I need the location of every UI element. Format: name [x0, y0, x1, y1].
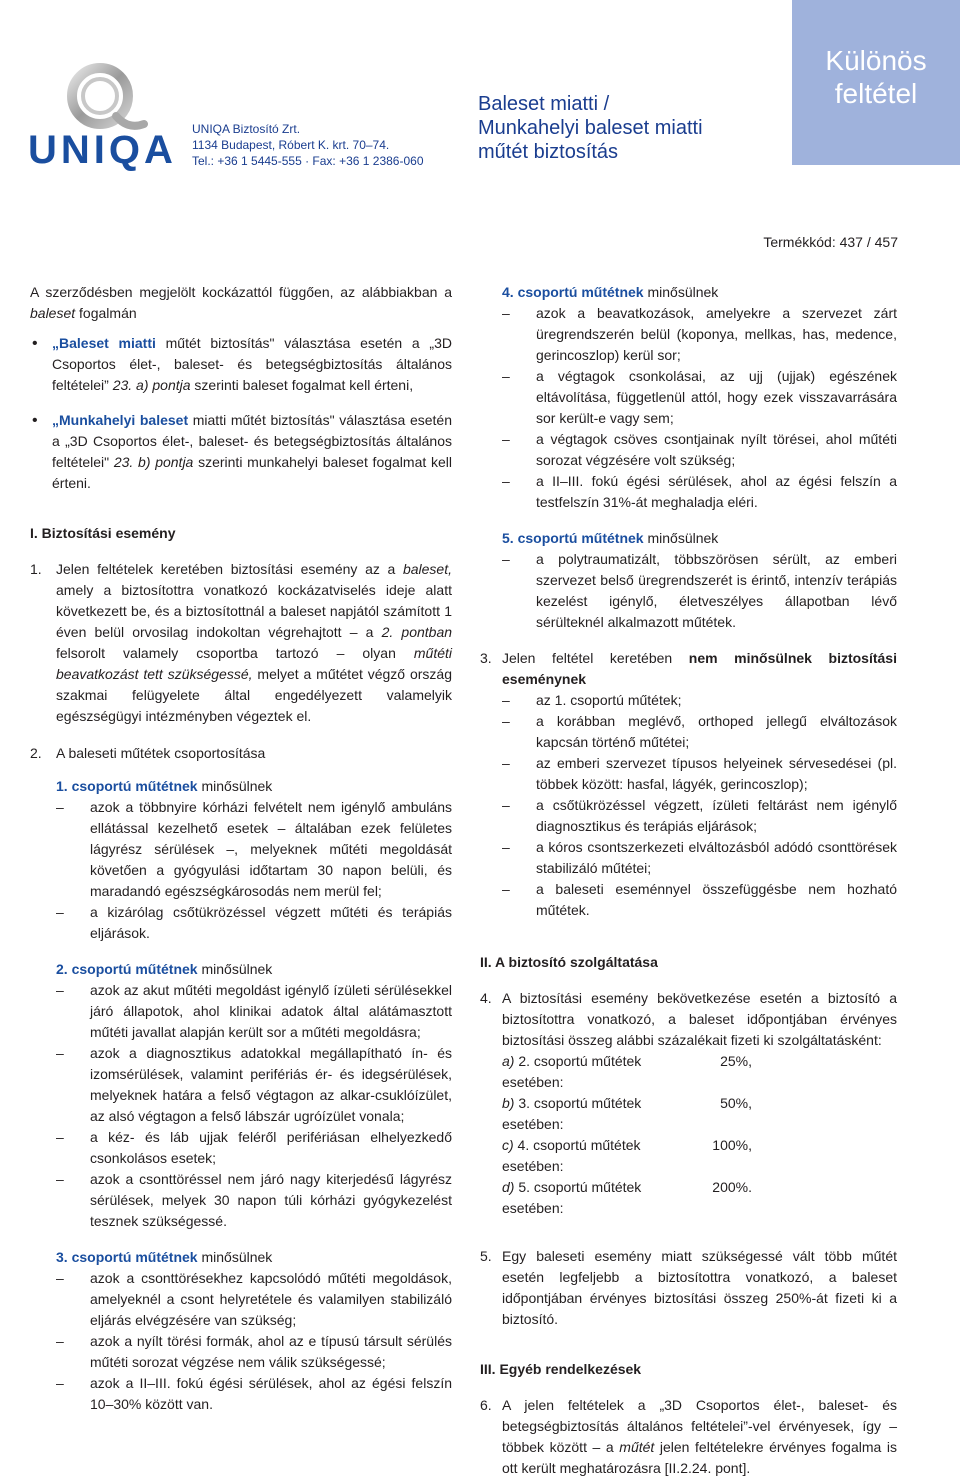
title-line-3: műtét biztosítás: [478, 141, 619, 163]
group-1-title: [56, 776, 452, 797]
group-1: [30, 776, 452, 944]
group-1-item: – a kizárólag csőtükrözéssel végzett műtéti és terápiás eljárások.: [56, 902, 452, 944]
paragraph-1-number: 1.: [30, 561, 42, 577]
exclusion-item: – a korábban meglévő, orthoped jellegű elváltozások kapcsán történő műtétei;: [502, 711, 897, 753]
exclusion-item: – az 1. csoportú műtétek;: [502, 690, 897, 711]
product-code: Termékkód: 437 / 457: [763, 234, 898, 250]
bullet-baleset: [30, 333, 452, 396]
payout-row: [502, 1051, 897, 1093]
payout-letter: d): [502, 1179, 515, 1195]
exclusion-list: [480, 690, 897, 921]
group-4: [480, 282, 897, 513]
p1-ref: 2. pontban: [381, 624, 453, 640]
p1-text-a: Jelen feltételek keretében biztosítási esemény az a: [56, 561, 403, 577]
paragraph-5-number: 5.: [480, 1248, 492, 1264]
paragraph-3: [480, 648, 897, 690]
group-3-label: 3. csoportú műtétnek: [56, 1249, 198, 1265]
bullet-munkahelyi-end: szerinti munkahelyi baleset fogalmat kell érteni.: [52, 454, 452, 491]
payout-row: [502, 1177, 897, 1219]
bullet-baleset-text: műtét biztosítás" választása esetén a „3D Csoportos élet-, baleset- és betegségbiztosítás általános feltételei”: [52, 335, 452, 393]
section-2-heading: II. A biztosító szolgáltatása: [480, 954, 658, 970]
company-info: [192, 121, 424, 169]
group-5-label: 5. csoportú műtétnek: [502, 530, 644, 546]
group-4-item: – a végtagok csonkolásai, az ujj (ujjak) egészének eltávolítása, függetlenül attól, hogy ezek visszavarrására sor került-e vagy sem;: [502, 366, 897, 429]
group-3-title: [56, 1247, 452, 1268]
p3-emphasis: nem minősülnek biztosítási eseménynek: [502, 650, 897, 687]
group-5: [480, 528, 897, 633]
group-2: [30, 959, 452, 1232]
group-4-item: – a II–III. fokú égési sérülések, ahol az égési felszín a testfelszín 31%-át meghaladja eléri.: [502, 471, 897, 513]
payout-table: [480, 1051, 897, 1219]
group-2-item: – azok a csonttöréssel nem járó nagy kiterjedésű lágyrész sérülések, melyek 30 napon túli kórházi gyógykezelést tesznek szükségessé.: [56, 1169, 452, 1232]
intro-text: A szerződésben megjelölt kockázattól függően, az alábbiakban a: [30, 284, 452, 300]
group-2-item: – a kéz- és láb ujjak feléről perifériásan elhelyezkedő csonkolásos esetek;: [56, 1127, 452, 1169]
condition-type-box: [792, 0, 960, 165]
logo-wordmark: UNIQA: [28, 128, 177, 172]
group-3-item: – azok a nyílt törési formák, ahol az e típusú társult sérülés műtéti sorozat végzése nem válik szükségessé;: [56, 1331, 452, 1373]
p1-term-baleset: baleset,: [402, 561, 452, 577]
p6-term: műtét: [619, 1439, 655, 1455]
group-4-label: 4. csoportú műtétnek: [502, 284, 644, 300]
group-4-item: – azok a beavatkozások, amelyekre a szervezet zárt üregrendszerén belül (koponya, mellkas, has, medence, gerincoszlop) kerül sor;: [502, 303, 897, 366]
section-1-heading: I. Biztosítási esemény: [30, 525, 176, 541]
document-title: [478, 92, 703, 164]
exclusion-item: – a baleseti eseménnyel összefüggésbe nem hozható műtétek.: [502, 879, 897, 921]
group-2-label: 2. csoportú műtétnek: [56, 961, 198, 977]
group-1-item: – azok a többnyire kórházi felvételt nem igénylő ambuláns ellátással kezelhető esetek – általában ezek felületes lágyrész sérülések –, melyeknek műtéti megoldását követően a gyógyulási időtartam 30 napon belüli, és maradandó egészségkárosodás nem merül fel;: [56, 797, 452, 902]
paragraph-3-number: 3.: [480, 650, 492, 666]
p1-text-c: amely a biztosítottra vonatkozó kockázatviselés ideje alatt következett be, és a biztosítottnál a baleset napjától számított 1 éven belül orvosilag indokoltan végrehajtott – a: [56, 582, 452, 640]
group-4-suffix: minősülnek: [643, 284, 719, 300]
paragraph-1: [30, 559, 452, 727]
group-3: [30, 1247, 452, 1415]
group-5-suffix: minősülnek: [643, 530, 719, 546]
paragraph-2-heading: [30, 743, 452, 764]
payout-letter: b): [502, 1095, 515, 1111]
group-4-item: – a végtagok csöves csontjainak nyílt törései, ahol műtéti sorozat végzésére volt szükség;: [502, 429, 897, 471]
section-3-heading: III. Egyéb rendelkezések: [480, 1361, 642, 1377]
group-2-item: – azok a diagnosztikus adatokkal megállapítható ín- és izomsérülések, valamint perifériás ér- és idegsérülések, melyeknek határa a felső végtagon az alkar-csuklóízület, az alsó végtagon a felső lábszár ugróízület vonala;: [56, 1043, 452, 1127]
bullet-baleset-term: „Baleset miatti: [52, 335, 156, 351]
p4-text: A biztosítási esemény bekövetkezése esetén a biztosító a biztosítottra vonatkozó, a baleset időpontjában érvényes biztosítási összeg alábbi százalékait fizeti ki szolgáltatásként:: [502, 990, 897, 1048]
group-3-item: – azok a II–III. fokú égési sérülések, ahol az égési felszín 10–30% között van.: [56, 1373, 452, 1415]
p5-text: Egy baleseti esemény miatt szükségessé vált több műtét esetén legfeljebb a biztosítottra vonatkozó, a baleset időpontjában érvényes biztosítási összeg 250%-át fizeti ki a biztosító.: [502, 1248, 897, 1327]
right-column: [480, 282, 897, 1479]
payout-letter: c): [502, 1137, 514, 1153]
intro-text-end: fogalmán: [75, 305, 137, 321]
company-name: UNIQA Biztosító Zrt.: [192, 122, 301, 136]
payout-value: 100%,: [712, 1137, 752, 1153]
bullet-munkahelyi-term: „Munkahelyi baleset: [52, 412, 189, 428]
group-1-label: 1. csoportú műtétnek: [56, 778, 198, 794]
group-4-title: [502, 282, 897, 303]
payout-label: 4. csoportú műtétek esetében:: [502, 1137, 641, 1174]
payout-row: [502, 1135, 897, 1177]
bullet-munkahelyi: [30, 410, 452, 494]
group-1-suffix: minősülnek: [197, 778, 273, 794]
title-line-1: Baleset miatti /: [478, 93, 610, 115]
payout-value: 50%,: [720, 1095, 752, 1111]
title-line-2: Munkahelyi baleset miatti: [478, 117, 703, 139]
corner-line-2: feltétel: [834, 78, 918, 109]
group-3-suffix: minősülnek: [197, 1249, 273, 1265]
company-address: 1134 Budapest, Róbert K. krt. 70–74.: [192, 138, 390, 152]
paragraph-6: [480, 1395, 897, 1479]
uniqa-logo: [28, 58, 178, 170]
bullet-munkahelyi-ref: 23. b) pontja: [113, 454, 194, 470]
bullet-munkahelyi-text: miatti műtét biztosítás" választása esetén a „3D Csoportos élet-, baleset- és betegségbiztosítás általános feltételei": [52, 412, 452, 470]
payout-letter: a): [502, 1053, 515, 1069]
p1-text-e: felsorolt valamely csoportba tartozó – olyan: [56, 645, 414, 661]
payout-label: 2. csoportú műtétek esetében:: [502, 1053, 642, 1090]
payout-value: 200%.: [712, 1179, 752, 1195]
group-2-title: [56, 959, 452, 980]
exclusion-item: – a csőtükrözéssel végzett, ízületi feltárást nem igénylő diagnosztikus és terápiás eljárások;: [502, 795, 897, 837]
p6-text-c: jelen feltételekre érvényes fogalma is ott került meghatározásra [II.2.24. pont].: [502, 1439, 897, 1476]
payout-label: 3. csoportú műtétek esetében:: [502, 1095, 642, 1132]
exclusion-item: – a kóros csontszerkezeti elváltozásból adódó csonttörések stabilizáló műtétei;: [502, 837, 897, 879]
intro-term: baleset: [30, 305, 76, 321]
bullet-baleset-end: szerinti baleset fogalmat kell érteni,: [190, 377, 414, 393]
p1-term-muteti: műtéti beavatkozást tett szükségessé,: [56, 645, 452, 682]
bullet-baleset-ref: 23. a) pontja: [112, 377, 191, 393]
group-2-item: – azok az akut műtéti megoldást igénylő ízületi sérülésekkel járó állapotok, ahol klinikai adatok által alátámasztott műtéti javallat alapján került sor a műtéti megoldásra;: [56, 980, 452, 1043]
paragraph-4-number: 4.: [480, 990, 492, 1006]
p6-text-a: A jelen feltételek a „3D Csoportos élet-, baleset- és betegségbiztosítás általános feltételei”-vel érvényesek, így – többek között – a: [502, 1397, 897, 1455]
exclusion-item: – az emberi szervezet típusos helyeinek sérvesedései (pl. többek között: hasfal, lágyék, gerincoszlop);: [502, 753, 897, 795]
payout-value: 25%,: [720, 1053, 752, 1069]
left-column: [30, 282, 452, 1415]
payout-row: [502, 1093, 897, 1135]
corner-line-1: Különös: [825, 45, 927, 76]
group-2-suffix: minősülnek: [197, 961, 273, 977]
intro-paragraph: [30, 282, 452, 324]
payout-label: 5. csoportú műtétek esetében:: [502, 1179, 642, 1216]
paragraph-6-number: 6.: [480, 1397, 492, 1413]
paragraph-5: [480, 1246, 897, 1330]
paragraph-2-number: 2.: [30, 745, 42, 761]
group-5-item: – a polytraumatizált, többszörösen sérült, az emberi szervezet belső üregrendszerét is érintő, intenzív terápiás kezelést igénylő, életveszélyes állapotban lévő sérülteknél alkalmazott műtétek.: [502, 549, 897, 633]
p1-text-g: melyet a műtétet végző ország szakmai felügyelete által engedélyezett valamelyik egészségügyi intézményben végeztek el.: [56, 666, 452, 724]
paragraph-4: [480, 988, 897, 1051]
group-3-item: – azok a csonttörésekhez kapcsolódó műtéti megoldások, amelyeknél a csont helyretétele és valamilyen stabilizáló eljárás elvégzésére van szükség;: [56, 1268, 452, 1331]
company-contact: Tel.: +36 1 5445-555 · Fax: +36 1 2386-060: [192, 154, 424, 168]
group-5-title: [502, 528, 897, 549]
paragraph-2-title: A baleseti műtétek csoportosítása: [56, 745, 266, 761]
p3-text: Jelen feltétel keretében: [502, 650, 689, 666]
